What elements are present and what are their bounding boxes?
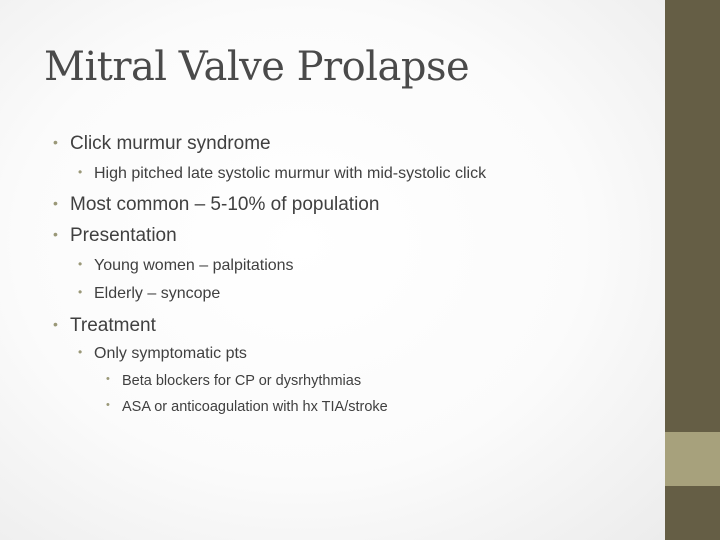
bullet-level3 [106, 373, 362, 389]
bullet-marker: • [53, 316, 58, 332]
theme-side-accent-block [665, 432, 720, 486]
bullet-text: Presentation [70, 225, 177, 246]
bullet-level1 [53, 194, 380, 216]
slide-title: Mitral Valve Prolapse [44, 44, 470, 90]
bullet-level2 [78, 257, 294, 275]
bullet-marker: • [106, 373, 110, 385]
bullet-marker: • [78, 345, 83, 359]
bullet-marker: • [106, 399, 110, 411]
bullet-level3 [106, 399, 388, 415]
bullet-text: Beta blockers for CP or dysrhythmias [122, 373, 362, 389]
bullet-text: Treatment [70, 315, 156, 336]
bullet-text: Elderly – syncope [94, 285, 221, 302]
bullet-marker: • [78, 257, 83, 271]
bullet-level2 [78, 285, 221, 303]
bullet-marker: • [78, 165, 83, 179]
bullet-marker: • [53, 134, 58, 150]
bullet-level1 [53, 225, 177, 247]
bullet-level1 [53, 133, 271, 155]
bullet-marker: • [53, 226, 58, 242]
bullet-text: Young women – palpitations [94, 257, 294, 274]
bullet-marker: • [53, 195, 58, 211]
bullet-level2 [78, 345, 247, 363]
bullet-text: ASA or anticoagulation with hx TIA/stroke [122, 399, 388, 415]
bullet-text: High pitched late systolic murmur with mid-systolic click [94, 165, 487, 182]
bullet-text: Only symptomatic pts [94, 345, 247, 362]
bullet-marker: • [78, 285, 83, 299]
bullet-text: Click murmur syndrome [70, 133, 271, 154]
bullet-level2 [78, 165, 487, 183]
bullet-text: Most common – 5-10% of population [70, 194, 380, 215]
bullet-level1 [53, 315, 156, 337]
